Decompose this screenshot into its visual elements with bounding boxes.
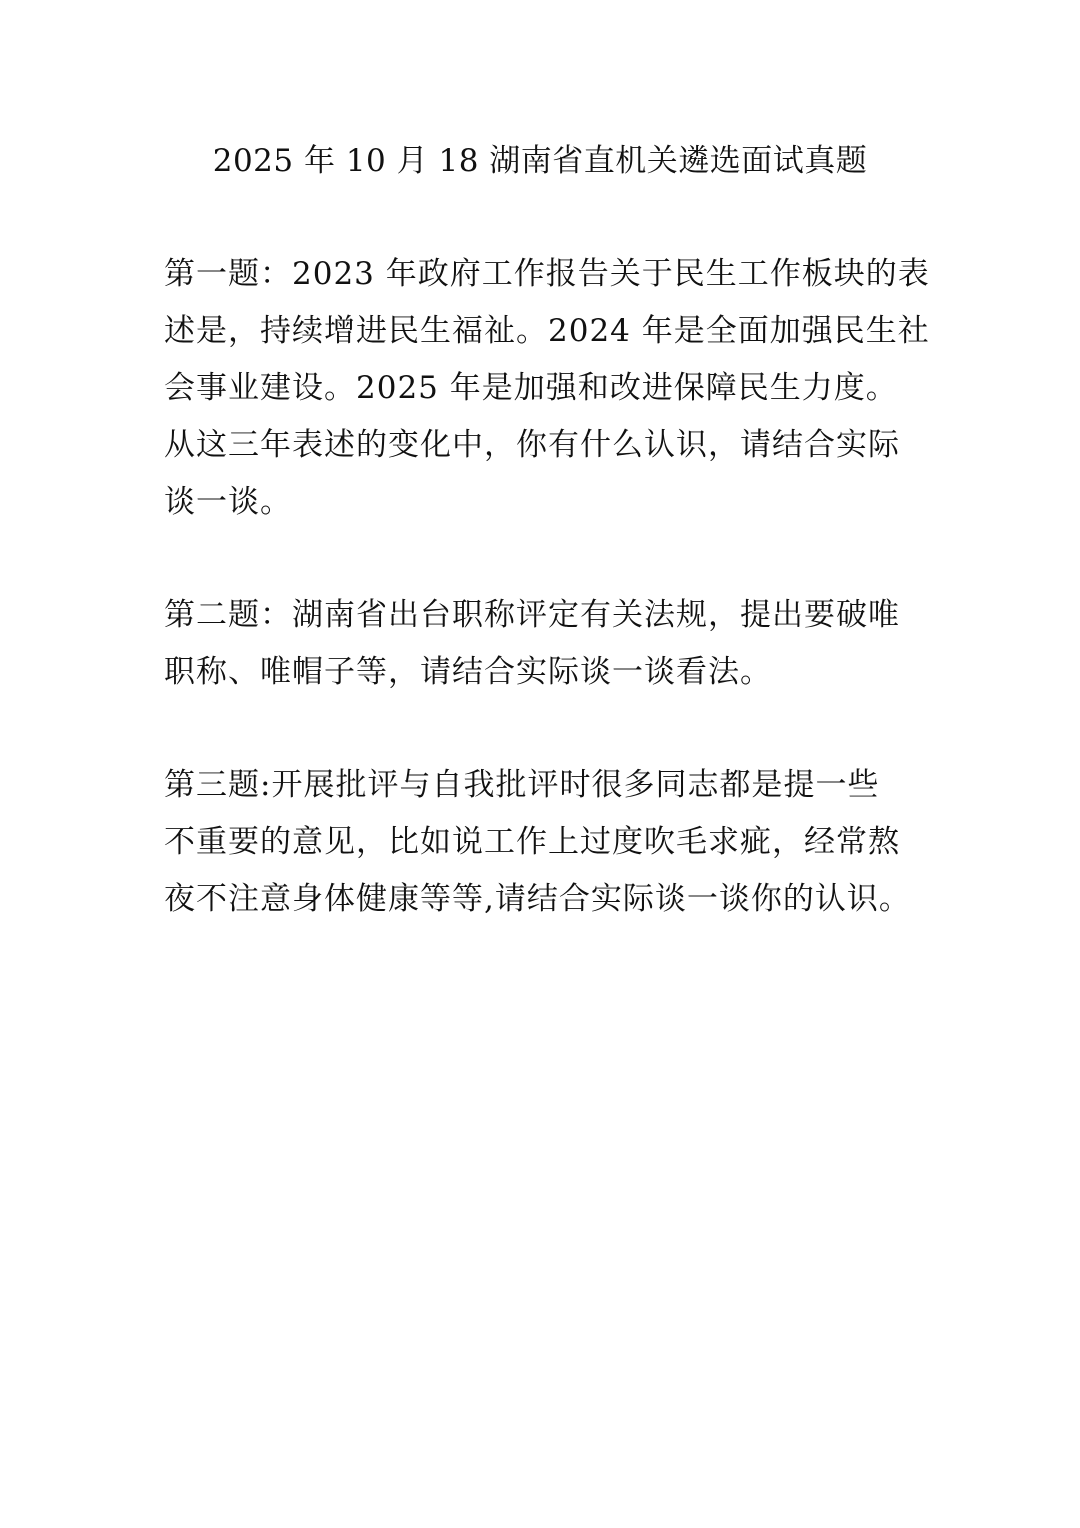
question-1-line-4: 从这三年表述的变化中，你有什么认识，请结合实际	[164, 427, 900, 463]
question-3-line-3: 夜不注意身体健康等等,请结合实际谈一谈你的认识。	[164, 881, 911, 917]
question-3-line-1: 第三题:开展批评与自我批评时很多同志都是提一些	[164, 767, 880, 803]
paragraph-spacer	[164, 701, 924, 757]
question-1-line-3: 会事业建设。2025 年是加强和改进保障民生力度。	[164, 370, 898, 406]
question-3-line-2: 不重要的意见，比如说工作上过度吹毛求疵，经常熬	[164, 824, 900, 860]
document-body	[164, 246, 930, 928]
question-1-line-1: 第一题：2023 年政府工作报告关于民生工作板块的表	[164, 256, 930, 292]
question-2-line-1: 第二题：湖南省出台职称评定有关法规，提出要破唯	[164, 597, 900, 633]
question-3	[164, 757, 924, 928]
question-1-line-2: 述是，持续增进民生福祉。2024 年是全面加强民生社	[164, 313, 930, 349]
question-1-line-5: 谈一谈。	[164, 484, 292, 520]
document-title: 2025 年 10 月 18 湖南省直机关遴选面试真题	[212, 143, 868, 179]
question-2	[164, 587, 924, 701]
question-2-line-2: 职称、唯帽子等，请结合实际谈一谈看法。	[164, 654, 772, 690]
paragraph-spacer	[164, 531, 924, 587]
question-1	[164, 246, 930, 531]
